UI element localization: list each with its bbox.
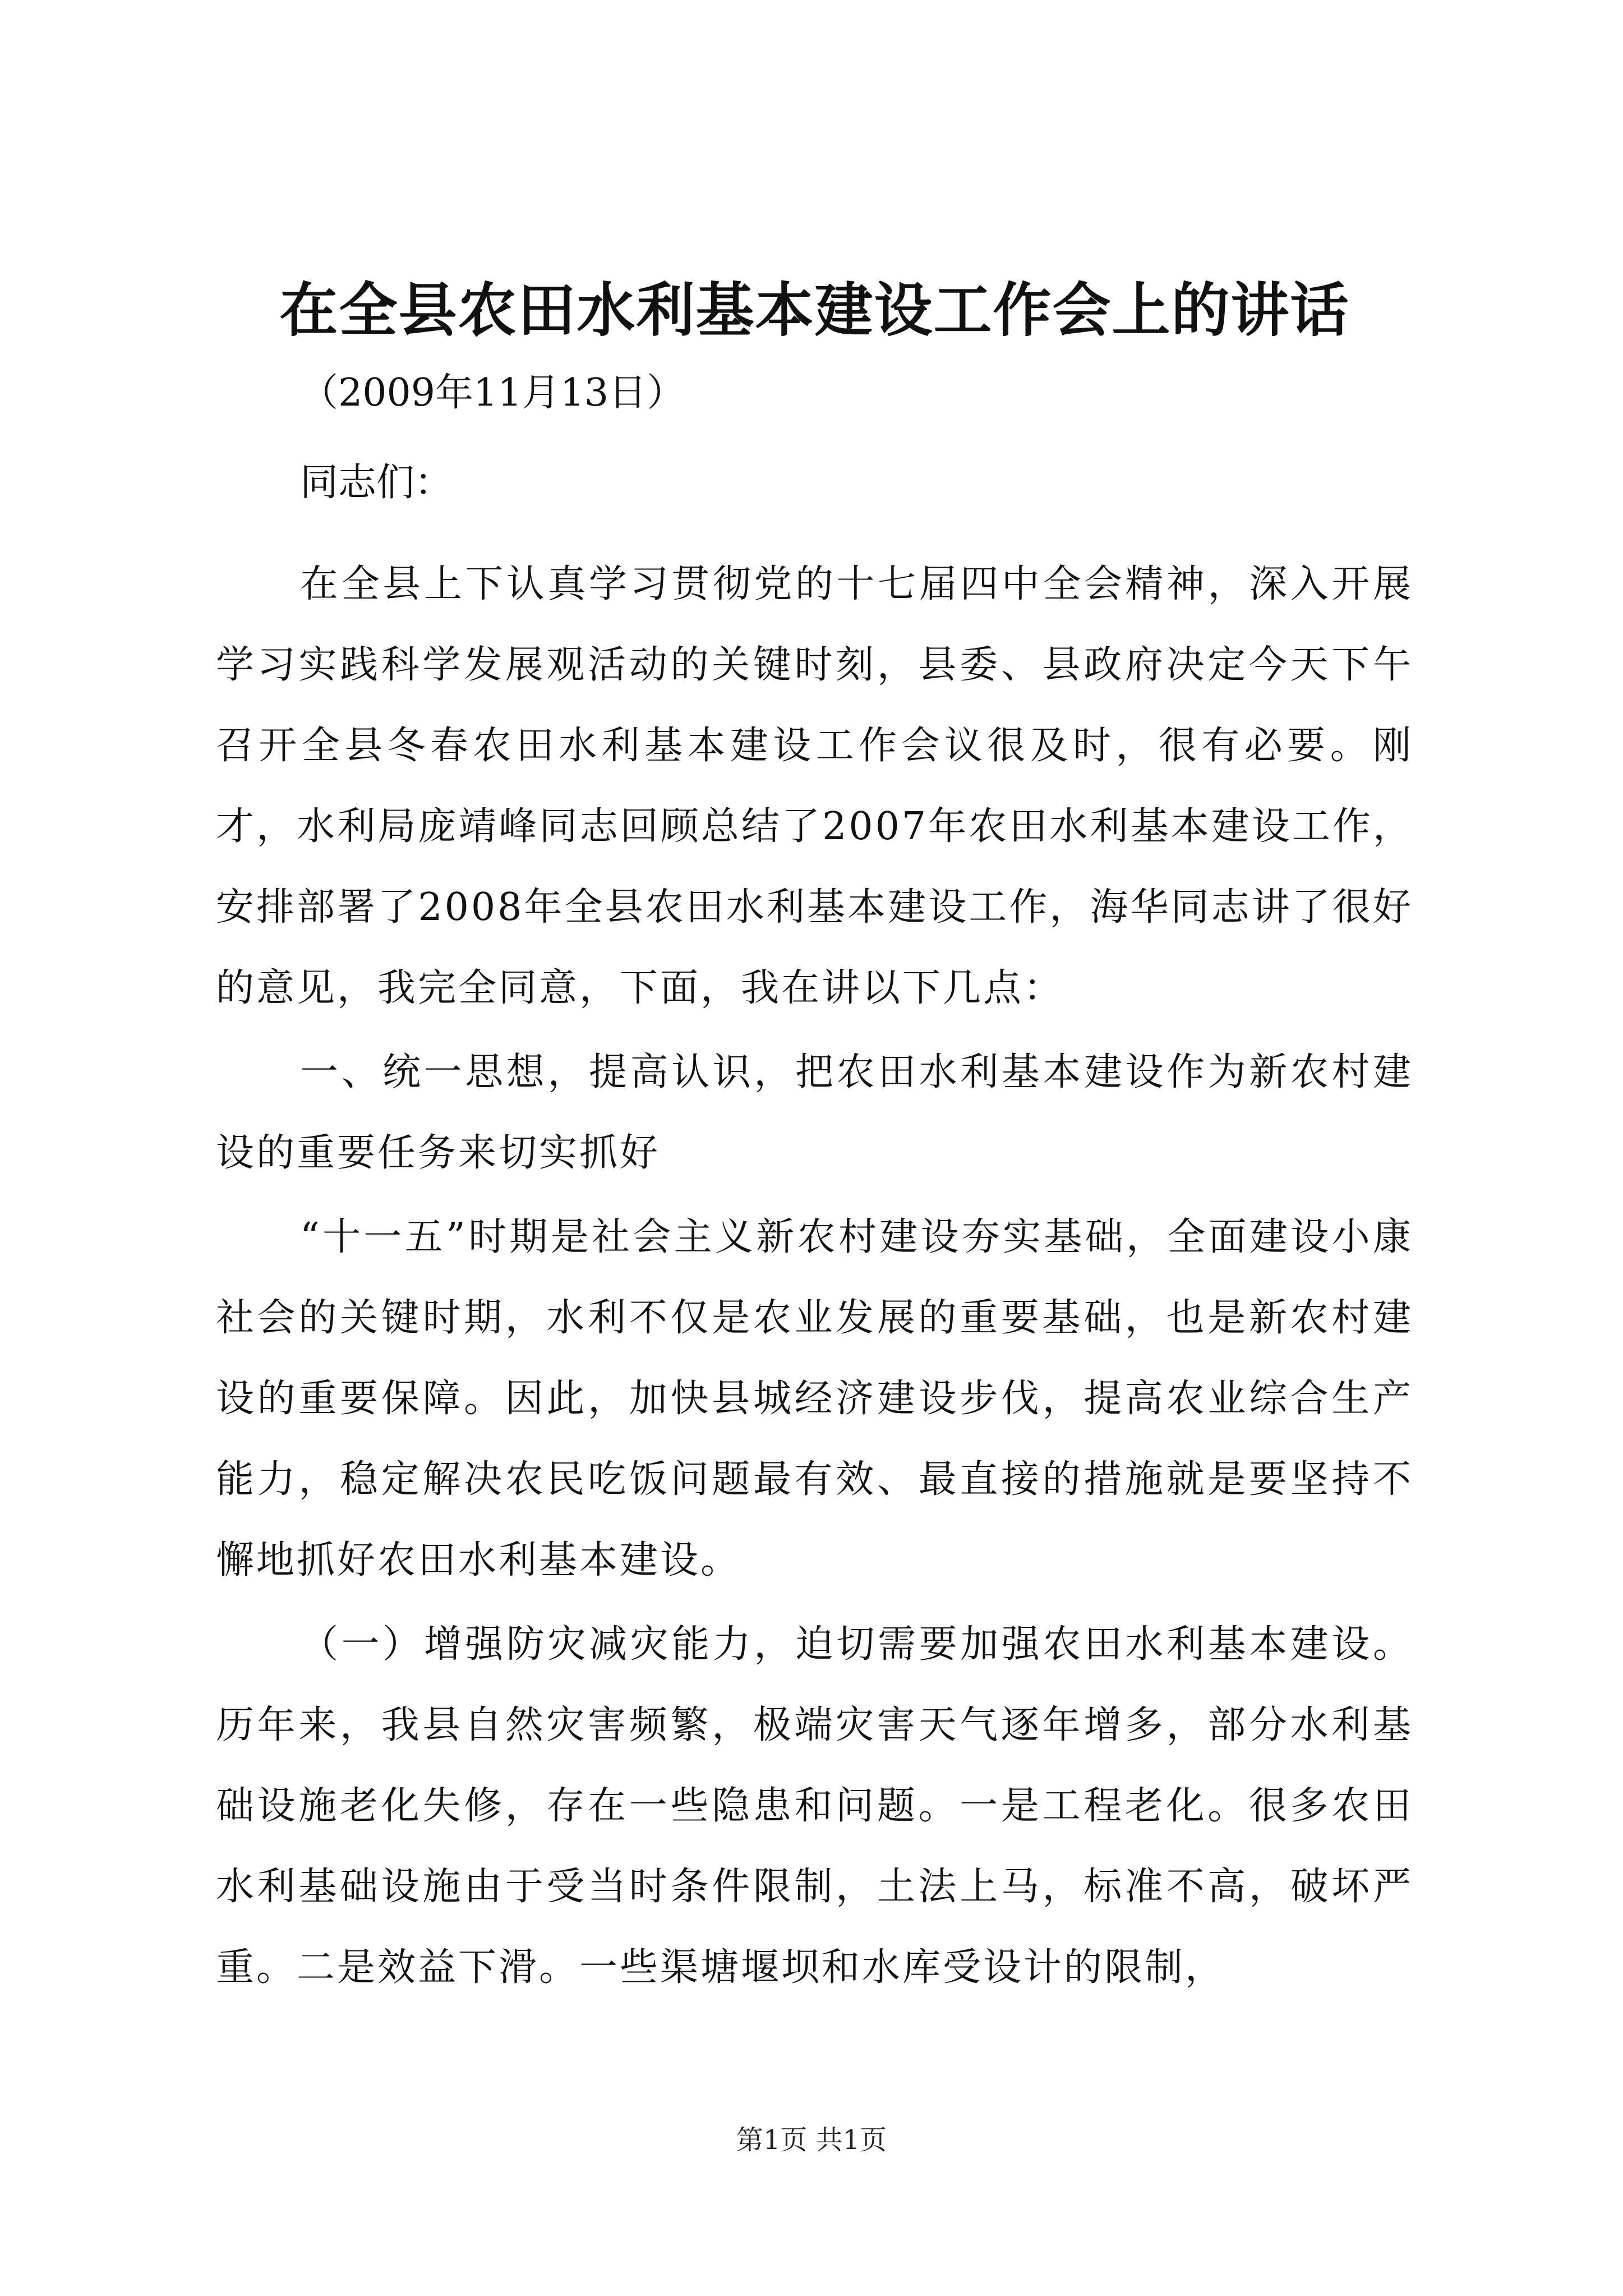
salutation: 同志们： (300, 461, 453, 505)
page-footer: 第1页 共1页 (736, 2124, 887, 2156)
paragraph-five-year-plan: “十一五”时期是社会主义新农村建设夯实基础，全面建设小康社会的关键时期，水利不仅是农业发展的重要基础，也是新农村建设的重要保障。因此，加快县城经济建设步伐，提高农业综合生产能力，稳定解决农民吃饭问题最有效、最直接的措施就是要坚持不懈地抓好农田水利基本建设。 (216, 1215, 1413, 1582)
speech-date: （2009年11月13日） (300, 371, 685, 415)
paragraph-intro: 在全县上下认真学习贯彻党的十七届四中全会精神，深入开展学习实践科学发展观活动的关键时刻，县委、县政府决定今天下午召开全县冬春农田水利基本建设工作会议很及时，很有必要。刚才，水利局庞靖峰同志回顾总结了2007年农田水利基本建设工作，安排部署了2008年全县农田水利基本建设工作，海华同志讲了很好的意见，我完全同意，下面，我在讲以下几点： (216, 562, 1413, 1010)
document-content (216, 269, 1413, 2008)
section-heading-1: 一、统一思想，提高认识，把农田水利基本建设作为新农村建设的重要任务来切实抓好 (216, 1050, 1413, 1175)
paragraph-subsection-1: （一）增强防灾减灾能力，迫切需要加强农田水利基本建设。历年来，我县自然灾害频繁，极端灾害天气逐年增多，部分水利基础设施老化失修，存在一些隐患和问题。一是工程老化。很多农田水利基础设施由于受当时条件限制，土法上马，标准不高，破坏严重。二是效益下滑。一些渠塘堰坝和水库受设计的限制， (216, 1622, 1413, 1990)
document-body (216, 544, 1413, 2008)
document-title: 在全县农田水利基本建设工作会上的讲话 (279, 275, 1350, 344)
